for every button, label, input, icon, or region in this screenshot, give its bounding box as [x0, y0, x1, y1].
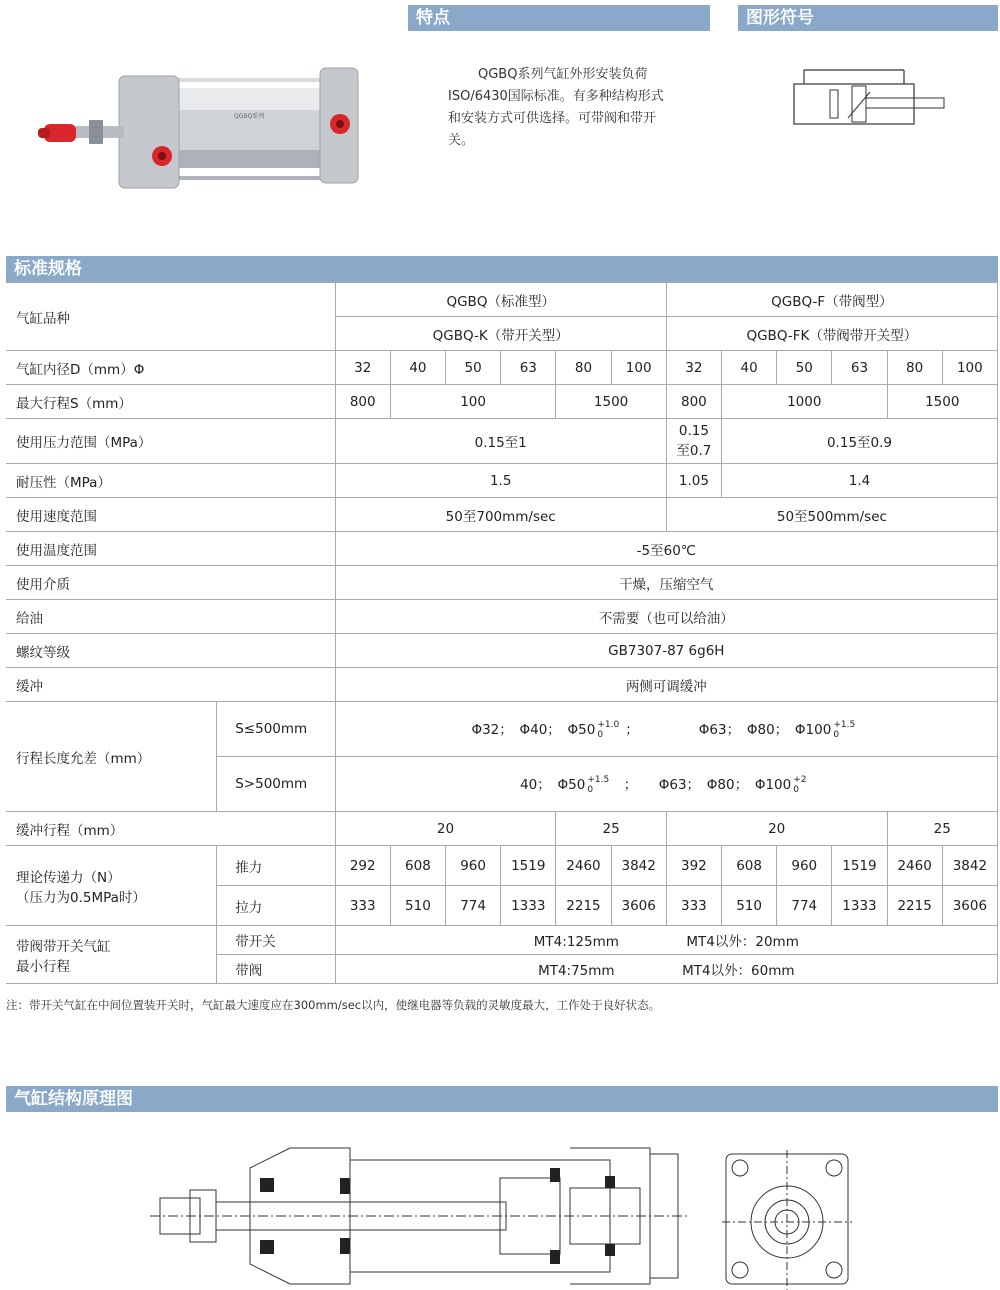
pressure-f2: 0.15至0.9 [721, 419, 997, 464]
oil-value: 不需要（也可以给油） [335, 600, 997, 634]
cylinder-section-drawing [150, 1138, 690, 1288]
variety-label: 气缸品种 [6, 283, 335, 351]
pressure-f1: 0.15 至0.7 [666, 419, 721, 464]
pull-cell: 1333 [832, 886, 887, 926]
bore-cell: 50 [446, 351, 501, 385]
min-valve-value: MT4:75mm MT4以外：60mm [335, 955, 997, 984]
stroke-cell: 1500 [887, 385, 997, 419]
pressure-std: 0.15至1 [335, 419, 666, 464]
product-label: QGBQ系列 [234, 113, 265, 120]
push-cell: 3842 [611, 846, 666, 886]
proof-std: 1.5 [335, 464, 666, 498]
pull-cell: 1333 [501, 886, 556, 926]
stroke-cell: 800 [335, 385, 390, 419]
stroke-row [6, 385, 998, 419]
bore-cell: 32 [666, 351, 721, 385]
thread-row [6, 634, 998, 668]
proof-label: 耐压性（MPa） [6, 464, 335, 498]
cylinder-end-view-drawing [722, 1150, 852, 1290]
tol-s1: S≤500mm [217, 702, 335, 757]
table-note: 注：带开关气缸在中间位置装开关时，气缸最大速度应在300mm/sec以内，使继电器等负载的灵敏度最大，工作处于良好状态。 [6, 998, 661, 1012]
push-cell: 292 [335, 846, 390, 886]
push-cell: 1519 [832, 846, 887, 886]
bore-cell: 80 [556, 351, 611, 385]
cstroke-cell: 20 [666, 812, 887, 846]
pull-cell: 774 [777, 886, 832, 926]
cylinder-symbol-icon [790, 66, 950, 136]
cstroke-cell: 25 [556, 812, 666, 846]
bore-cell: 80 [887, 351, 942, 385]
speed-std: 50至700mm/sec [335, 498, 666, 532]
structure-header: 气缸结构原理图 [6, 1086, 998, 1112]
stroke-cell: 800 [666, 385, 721, 419]
stroke-cell: 100 [390, 385, 556, 419]
cylinder-product-image [34, 58, 364, 208]
temp-label: 使用温度范围 [6, 532, 335, 566]
min-label: 带阀带开关气缸 最小行程 [6, 926, 217, 984]
bore-cell: 63 [501, 351, 556, 385]
proof-row [6, 464, 998, 498]
f-type: QGBQ-F（带阀型） [666, 283, 997, 317]
pull-cell: 774 [446, 886, 501, 926]
push-cell: 2460 [556, 846, 611, 886]
cstroke-cell: 25 [887, 812, 997, 846]
medium-value: 干燥，压缩空气 [335, 566, 997, 600]
oil-label: 给油 [6, 600, 335, 634]
k-type: QGBQ-K（带开关型） [335, 317, 666, 351]
medium-label: 使用介质 [6, 566, 335, 600]
push-cell: 392 [666, 846, 721, 886]
push-cell: 3842 [942, 846, 997, 886]
min-switch-label: 带开关 [217, 926, 335, 955]
bore-cell: 50 [777, 351, 832, 385]
proof-f2: 1.4 [721, 464, 997, 498]
pull-cell: 2215 [887, 886, 942, 926]
push-label: 推力 [217, 846, 335, 886]
bore-label: 气缸内径D（mm）Φ [6, 351, 335, 385]
temp-row [6, 532, 998, 566]
pull-cell: 3606 [942, 886, 997, 926]
tol2-value: 40； Φ50 +1.5 0 ； Φ63； Φ80； Φ100 +2 0 [335, 757, 997, 812]
cstroke-cell: 20 [335, 812, 556, 846]
stroke-label: 最大行程S（mm） [6, 385, 335, 419]
features-text: QGBQ系列气缸外形安装负荷ISO/6430国际标准。有多种结构形式和安装方式可供选择。可带阀和带开关。 [448, 67, 664, 148]
pull-label: 拉力 [217, 886, 335, 926]
bore-cell: 63 [832, 351, 887, 385]
oil-row [6, 600, 998, 634]
tol-row-1 [6, 702, 998, 757]
pull-cell: 333 [335, 886, 390, 926]
proof-f1: 1.05 [666, 464, 721, 498]
fk-type: QGBQ-FK（带阀带开关型） [666, 317, 997, 351]
pressure-row [6, 419, 998, 464]
push-cell: 608 [390, 846, 445, 886]
tol-s2: S>500mm [217, 757, 335, 812]
std-type: QGBQ（标准型） [335, 283, 666, 317]
features-header: 特点 [408, 5, 710, 31]
pull-cell: 3606 [611, 886, 666, 926]
tol1-value: Φ32； Φ40； Φ50 +1.0 0 ； Φ63； Φ80； Φ100 +1.5 0 [335, 702, 997, 757]
cstroke-row [6, 812, 998, 846]
push-cell: 960 [777, 846, 832, 886]
pressure-label: 使用压力范围（MPa） [6, 419, 335, 464]
tol-label: 行程长度允差（mm） [6, 702, 217, 812]
push-row [6, 846, 998, 886]
speed-label: 使用速度范围 [6, 498, 335, 532]
bore-cell: 40 [390, 351, 445, 385]
speed-f: 50至500mm/sec [666, 498, 997, 532]
bore-cell: 100 [611, 351, 666, 385]
push-cell: 2460 [887, 846, 942, 886]
pull-cell: 510 [721, 886, 776, 926]
push-cell: 608 [721, 846, 776, 886]
medium-row [6, 566, 998, 600]
cushion-value: 两侧可调缓冲 [335, 668, 997, 702]
spec-table [6, 282, 998, 984]
stroke-cell: 1000 [721, 385, 887, 419]
speed-row [6, 498, 998, 532]
bore-row [6, 351, 998, 385]
temp-value: -5至60℃ [335, 532, 997, 566]
force-label: 理论传递力（N） （压力为0.5MPa时） [6, 846, 217, 926]
symbol-header: 图形符号 [738, 5, 998, 31]
thread-label: 螺纹等级 [6, 634, 335, 668]
cstroke-label: 缓冲行程（mm） [6, 812, 335, 846]
min-switch-row [6, 926, 998, 955]
pull-cell: 510 [390, 886, 445, 926]
min-valve-label: 带阀 [217, 955, 335, 984]
bore-cell: 40 [721, 351, 776, 385]
push-cell: 1519 [501, 846, 556, 886]
bore-cell: 100 [942, 351, 997, 385]
pull-cell: 333 [666, 886, 721, 926]
bore-cell: 32 [335, 351, 390, 385]
push-cell: 960 [446, 846, 501, 886]
pull-cell: 2215 [556, 886, 611, 926]
cushion-row [6, 668, 998, 702]
thread-value: GB7307-87 6g6H [335, 634, 997, 668]
stroke-cell: 1500 [556, 385, 666, 419]
min-switch-value: MT4:125mm MT4以外：20mm [335, 926, 997, 955]
cushion-label: 缓冲 [6, 668, 335, 702]
spec-header: 标准规格 [6, 256, 998, 282]
